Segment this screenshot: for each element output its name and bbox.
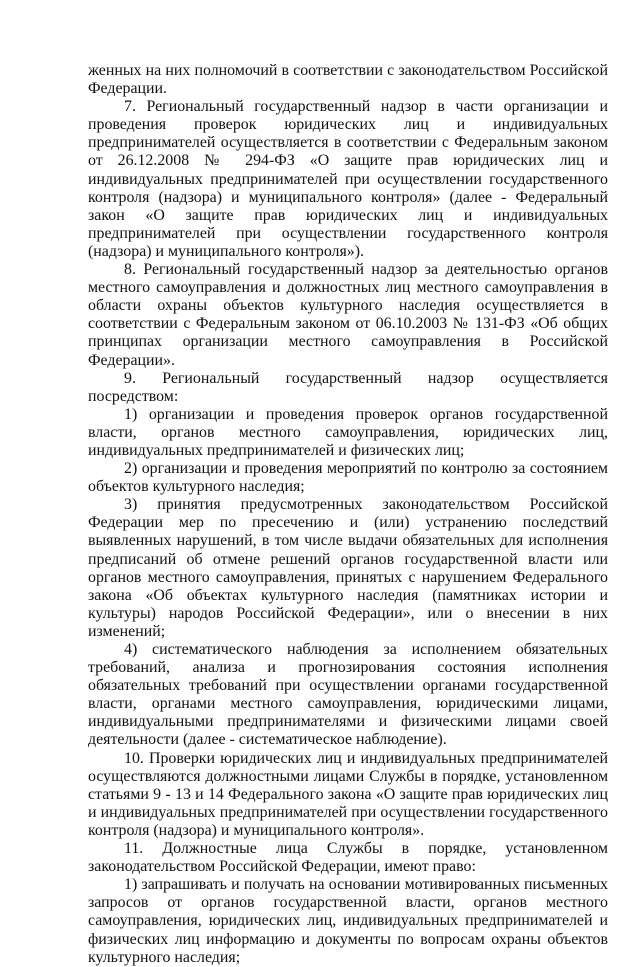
paragraph-9: 9. Региональный государственный надзор осуществляется посредством: <box>88 369 608 405</box>
paragraph-11: 11. Должностные лица Службы в порядке, установленном законодательством Российской Федерации, имеют право: <box>88 840 608 876</box>
paragraph-continuation: женных на них полномочий в соответствии с законодательством Российской Федерации. <box>88 62 608 98</box>
paragraph-10: 10. Проверки юридических лиц и индивидуальных предпринимателей осуществляются должностными лицами Службы в порядке, установленном статьями 9 - 13 и 14 Федерального закона «О защите прав юридических лиц и индивидуальных предпринимателей при осуществлении государственного контроля (надзора) и муниципального контроля». <box>88 749 608 839</box>
paragraph-9-item-2: 2) организации и проведения мероприятий по контролю за состоянием объектов культурного наследия; <box>88 460 608 496</box>
paragraph-9-item-1: 1) организации и проведения проверок органов государственной власти, органов местного самоуправления, юридических лиц, индивидуальных предпринимателей и физических лиц; <box>88 405 608 459</box>
paragraph-11-item-1: 1) запрашивать и получать на основании мотивированных письменных запросов от органов государственной власти, органов местного самоуправления, юридических лиц, индивидуальных предпринимателей и физических лиц информацию и документы по вопросам охраны объектов культурного наследия; <box>88 876 608 966</box>
document-page <box>88 62 608 967</box>
paragraph-9-item-3: 3) принятия предусмотренных законодательством Российской Федерации мер по пресечению и (или) устранению последствий выявленных нарушений, в том числе выдачи обязательных для исполнения предписаний об отмене решений органов государственной власти или органов местного самоуправления, принятых с нарушением Федерального закона «Об объектах культурного наследия (памятниках истории и культуры) народов Российской Федерации», или о внесении в них изменений; <box>88 496 608 640</box>
paragraph-9-item-4: 4) систематического наблюдения за исполнением обязательных требований, анализа и прогнозирования состояния исполнения обязательных требований при осуществлении органами государственной власти, органами местного самоуправления, юридическими лицами, индивидуальными предпринимателями и физическими лицами своей деятельности (далее - систематическое наблюдение). <box>88 641 608 749</box>
paragraph-8: 8. Региональный государственный надзор за деятельностью органов местного самоуправления и должностных лиц местного самоуправления в области охраны объектов культурного наследия осуществляется в соответствии с Федеральным законом от 06.10.2003 № 131-ФЗ «Об общих принципах организации местного самоуправления в Российской Федерации». <box>88 261 608 369</box>
paragraph-7: 7. Региональный государственный надзор в части организации и проведения проверок юридических лиц и индивидуальных предпринимателей осуществляется в соответствии с Федеральным законом от 26.12.2008 № 294-ФЗ «О защите прав юридических лиц и индивидуальных предпринимателей при осуществлении государственного контроля (надзора) и муниципального контроля» (далее - Федеральный закон «О защите прав юридических лиц и индивидуальных предпринимателей при осуществлении государственного контроля (надзора) и муниципального контроля»). <box>88 98 608 260</box>
